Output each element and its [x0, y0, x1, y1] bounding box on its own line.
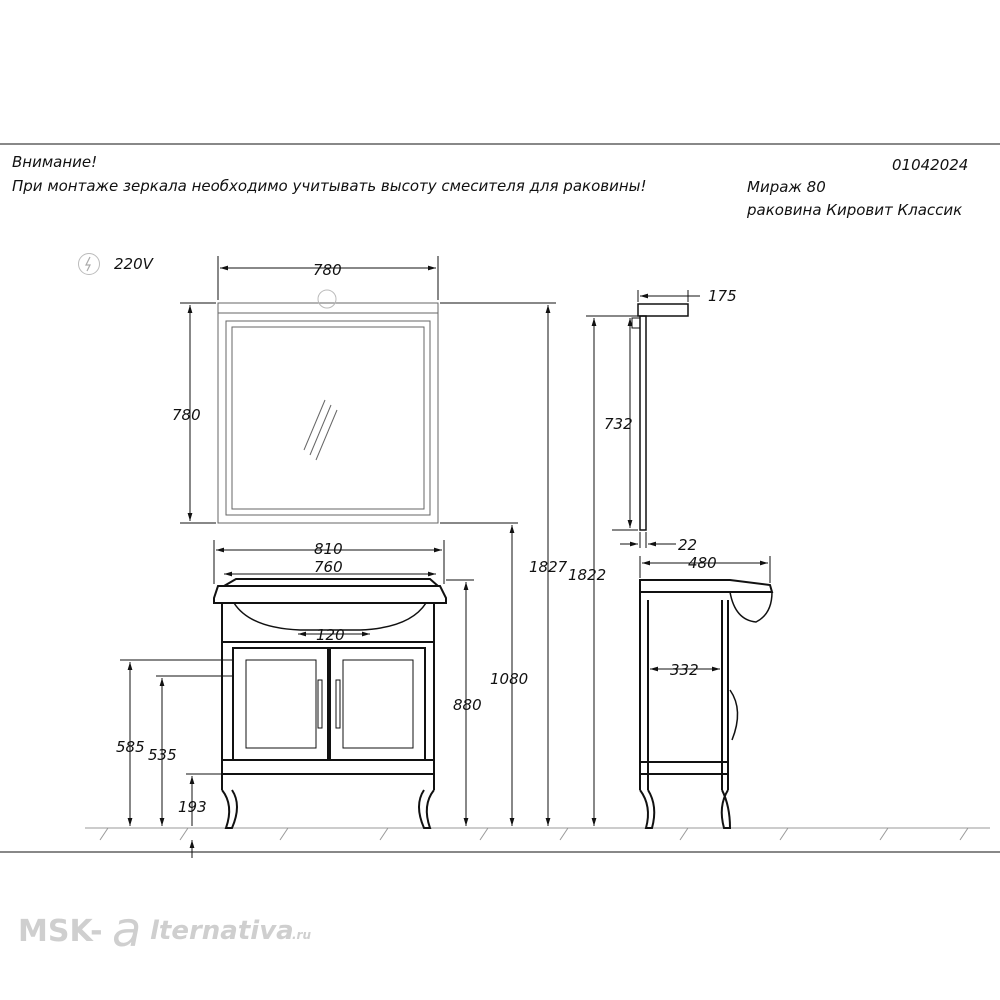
- cabinet-front: [214, 579, 446, 828]
- watermark-suffix: .ru: [292, 928, 312, 942]
- mirror-front: [218, 290, 438, 523]
- watermark-rest: lternativa: [150, 916, 294, 946]
- label-732: 732: [604, 415, 633, 433]
- label-mirror-height: 780: [172, 406, 201, 424]
- label-total-1827: 1827: [529, 558, 568, 576]
- label-535: 535: [148, 746, 177, 764]
- label-cabinet-depth: 480: [688, 554, 717, 572]
- label-1080: 1080: [490, 670, 529, 688]
- watermark-brand: MSK-: [18, 914, 103, 949]
- sink-name: раковина Кировит Классик: [747, 201, 963, 219]
- cabinet-side: [640, 580, 772, 828]
- label-inner-depth: 332: [670, 661, 699, 679]
- label-mirror-width: 780: [313, 261, 342, 279]
- mirror-side: [632, 304, 688, 530]
- product-name: Мираж 80: [747, 178, 826, 196]
- label-cabinet-width: 810: [314, 540, 343, 558]
- label-585: 585: [116, 738, 145, 756]
- label-193: 193: [178, 798, 207, 816]
- power-label: 220V: [114, 255, 153, 273]
- label-880: 880: [453, 696, 482, 714]
- label-faucet-offset: 120: [316, 626, 345, 644]
- doc-code: 01042024: [892, 156, 969, 174]
- warning-text: При монтаже зеркала необходимо учитывать высоту смесителя для раковины!: [12, 177, 647, 195]
- floor-line: [85, 828, 990, 840]
- label-shelf-depth: 175: [708, 287, 737, 305]
- label-sink-width: 760: [314, 558, 343, 576]
- label-22: 22: [678, 536, 698, 554]
- watermark-logo: a: [112, 902, 142, 958]
- label-total-1822: 1822: [568, 566, 607, 584]
- warning-title: Внимание!: [12, 153, 98, 171]
